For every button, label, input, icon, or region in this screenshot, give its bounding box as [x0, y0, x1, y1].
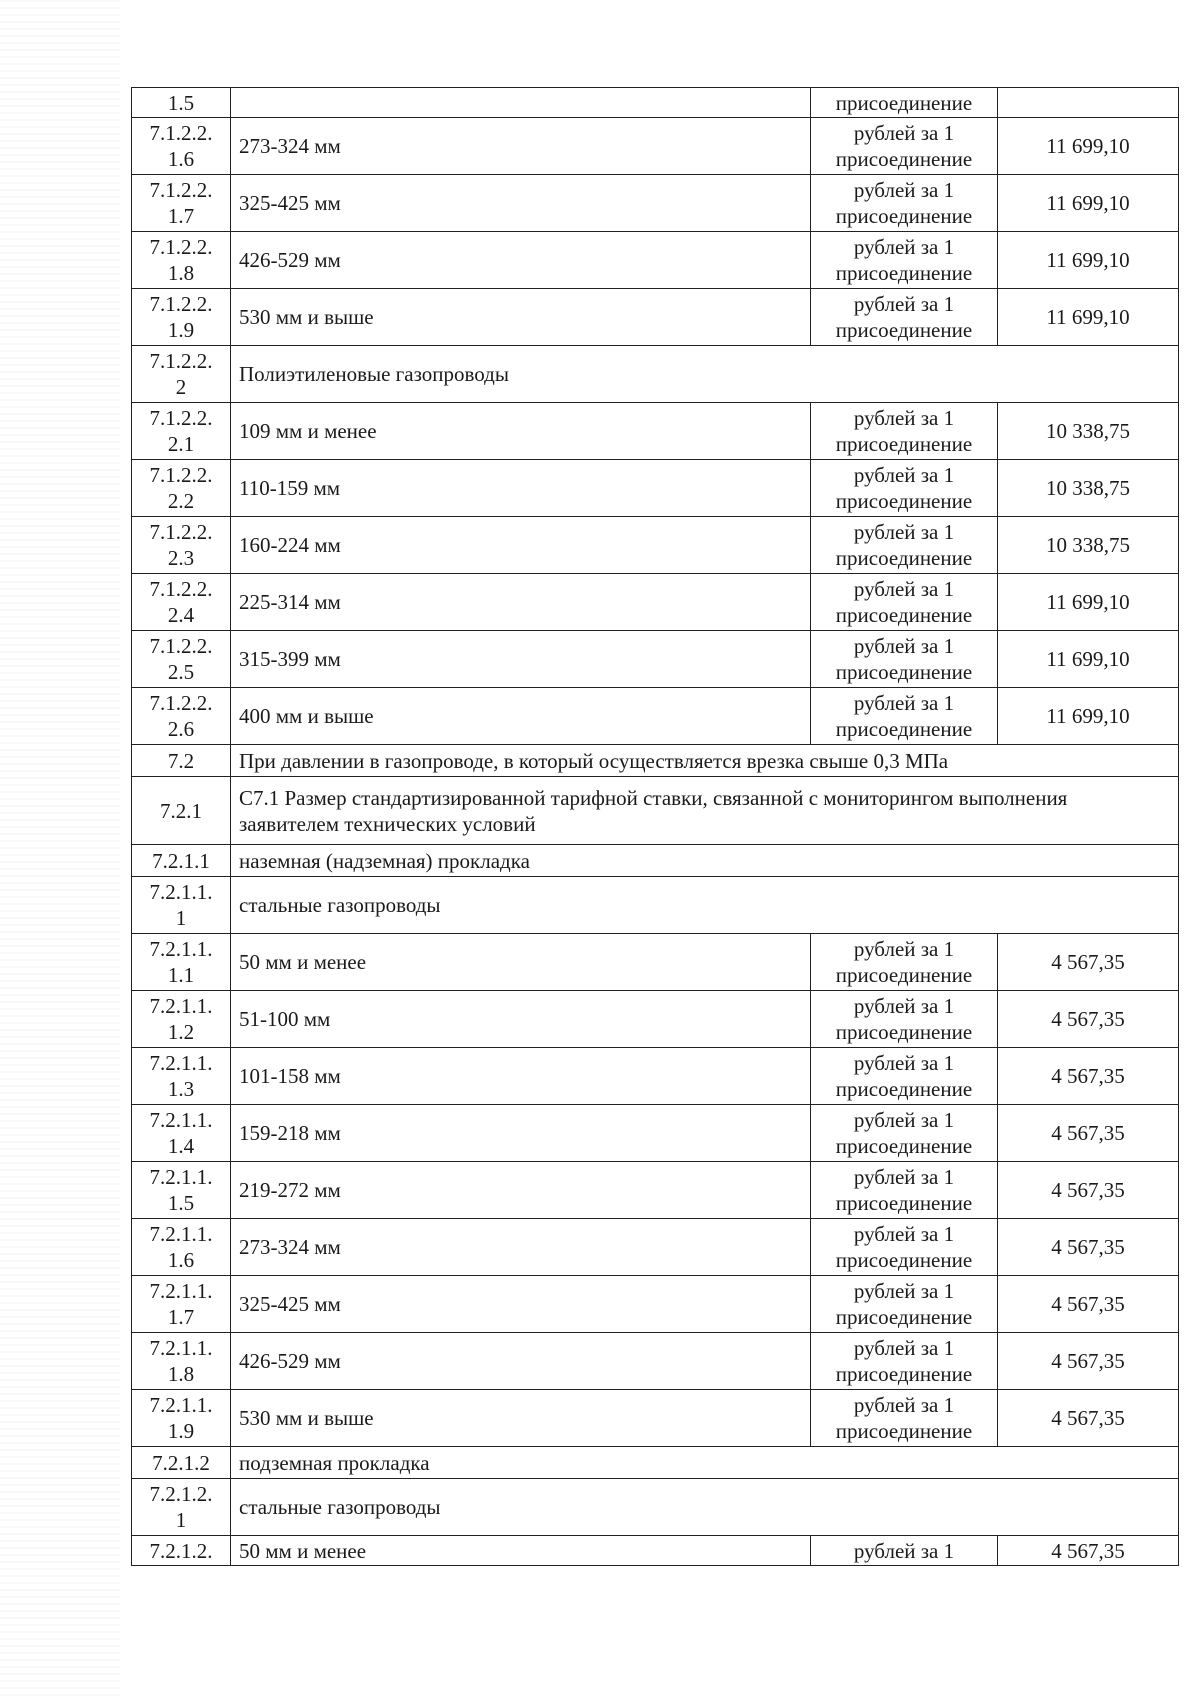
row-unit [811, 289, 998, 346]
row-unit-line1: рублей за 1 [853, 1336, 955, 1360]
row-number-line2: 2.4 [167, 603, 195, 627]
row-unit [811, 1105, 998, 1162]
row-value: 11 699,10 [998, 175, 1179, 232]
row-description: 159-218 мм [231, 1105, 811, 1162]
row-number-line1: 7.1.2.2. [149, 349, 213, 373]
table-row [132, 777, 1179, 845]
row-description [231, 88, 811, 118]
row-value: 4 567,35 [998, 1390, 1179, 1447]
row-number [132, 574, 231, 631]
row-number-line2: 1 [175, 1508, 187, 1532]
row-number-line2: 1.7 [167, 1305, 195, 1329]
row-number [132, 1333, 231, 1390]
table-row [132, 631, 1179, 688]
row-number-line2: 2.3 [167, 546, 195, 570]
row-number-line2: 1.9 [167, 318, 195, 342]
row-number-line1: 7.1.2.2. [149, 691, 213, 715]
row-unit-line1: рублей за 1 [853, 994, 955, 1018]
row-unit-line2: присоединение [835, 1077, 973, 1101]
row-description: 530 мм и выше [231, 1390, 811, 1447]
row-number-line2: 1.5 [167, 1191, 195, 1215]
table-row [132, 1219, 1179, 1276]
row-value: 11 699,10 [998, 631, 1179, 688]
row-value: 11 699,10 [998, 574, 1179, 631]
row-number [132, 1479, 231, 1536]
table-row [132, 460, 1179, 517]
row-unit [811, 403, 998, 460]
row-number [132, 289, 231, 346]
row-number-line2: 1.8 [167, 261, 195, 285]
scan-margin-noise [0, 0, 120, 1697]
row-number [132, 232, 231, 289]
table-row [132, 845, 1179, 877]
row-unit-line2: присоединение [835, 1248, 973, 1272]
row-description: 426-529 мм [231, 1333, 811, 1390]
row-value: 4 567,35 [998, 1276, 1179, 1333]
row-number [132, 1390, 231, 1447]
row-unit [811, 232, 998, 289]
table-row [132, 118, 1179, 175]
row-number-line1: 7.1.2.2. [149, 406, 213, 430]
row-number-line2: 2.5 [167, 660, 195, 684]
row-number-line2: 2.1 [167, 432, 195, 456]
row-number [132, 1276, 231, 1333]
row-unit-line1: рублей за 1 [853, 121, 955, 145]
row-value: 4 567,35 [998, 1219, 1179, 1276]
row-unit-line1: рублей за 1 [853, 1222, 955, 1246]
row-description: 109 мм и менее [231, 403, 811, 460]
row-value: 4 567,35 [998, 1333, 1179, 1390]
table-row [132, 175, 1179, 232]
row-unit-line2: присоединение [835, 1134, 973, 1158]
row-description: 219-272 мм [231, 1162, 811, 1219]
table-row [132, 1536, 1179, 1566]
row-number-line1: 7.2.1.1. [149, 1222, 213, 1246]
row-number-line1: 7.2.1.1. [149, 1165, 213, 1189]
row-unit [811, 574, 998, 631]
row-number [132, 631, 231, 688]
row-number-line1: 7.1.2.2. [149, 121, 213, 145]
row-number-line1: 7.1.2.2. [149, 235, 213, 259]
table-row [132, 1048, 1179, 1105]
row-unit-line1: рублей за 1 [853, 691, 955, 715]
row-unit-line2: присоединение [835, 1020, 973, 1044]
row-number [132, 346, 231, 403]
row-number-line1: 7.1.2.2. [149, 178, 213, 202]
row-unit [811, 1048, 998, 1105]
row-unit-line2: присоединение [835, 261, 973, 285]
row-number-line1: 7.2.1.1. [149, 1108, 213, 1132]
row-number [132, 1219, 231, 1276]
row-unit-line1: рублей за 1 [853, 634, 955, 658]
row-unit-line2: присоединение [835, 204, 973, 228]
row-number-line2: 1.8 [167, 1362, 195, 1386]
row-unit-line1: рублей за 1 [853, 1051, 955, 1075]
row-unit-line2: присоединение [835, 660, 973, 684]
row-number [132, 460, 231, 517]
row-unit-line2: присоединение [835, 603, 973, 627]
row-value: 4 567,35 [998, 934, 1179, 991]
row-description: 325-425 мм [231, 175, 811, 232]
table-row [132, 574, 1179, 631]
row-number-line1: 7.2.1.1. [149, 937, 213, 961]
row-description: 50 мм и менее [231, 1536, 811, 1566]
row-unit-line1: рублей за 1 [853, 406, 955, 430]
row-unit [811, 934, 998, 991]
row-number-line1: 7.2.1.1. [149, 1336, 213, 1360]
row-unit-line2: присоединение [835, 147, 973, 171]
row-number-line2: 1.2 [167, 1020, 195, 1044]
row-number [132, 934, 231, 991]
row-unit-line1: рублей за 1 [853, 937, 955, 961]
section-heading: С7.1 Размер стандартизированной тарифной ставки, связанной с мониторингом выполнения заявителем технических условий [231, 777, 1179, 845]
row-number-line1: 7.2.1.1. [149, 1393, 213, 1417]
tariff-table [131, 87, 1179, 1566]
row-number-line2: 2 [175, 375, 187, 399]
row-number-line2: 2.6 [167, 717, 195, 741]
table-row [132, 745, 1179, 777]
row-description: 225-314 мм [231, 574, 811, 631]
row-unit-line2: присоединение [835, 1419, 973, 1443]
row-number-line1: 7.2.1.1. [149, 1279, 213, 1303]
row-number: 7.2.1.2 [132, 1447, 231, 1479]
row-number-line2: 1 [175, 906, 187, 930]
row-number [132, 991, 231, 1048]
section-heading: подземная прокладка [231, 1447, 1179, 1479]
row-unit [811, 118, 998, 175]
row-description: 426-529 мм [231, 232, 811, 289]
row-number-line1: 7.2.1.2. [149, 1482, 213, 1506]
row-number-line2: 1.9 [167, 1419, 195, 1443]
row-number-line2: 1.6 [167, 147, 195, 171]
row-number [132, 1105, 231, 1162]
row-number-line1: 7.2.1.1. [149, 880, 213, 904]
row-description: 315-399 мм [231, 631, 811, 688]
row-unit-line1: рублей за 1 [853, 463, 955, 487]
row-number-line1: 7.1.2.2. [149, 634, 213, 658]
row-number-line2: 1.1 [167, 963, 195, 987]
row-description: 273-324 мм [231, 1219, 811, 1276]
row-number: 7.2 [132, 745, 231, 777]
row-unit: присоединение [811, 88, 998, 118]
row-number: 7.2.1 [132, 777, 231, 845]
table-row [132, 1390, 1179, 1447]
table-row [132, 934, 1179, 991]
table-row [132, 88, 1179, 118]
section-heading: Полиэтиленовые газопроводы [231, 346, 1179, 403]
row-unit-line1: рублей за 1 [853, 577, 955, 601]
table-row [132, 1479, 1179, 1536]
row-unit-line1: рублей за 1 [853, 292, 955, 316]
row-description: 160-224 мм [231, 517, 811, 574]
row-value: 10 338,75 [998, 460, 1179, 517]
row-number-line1: 7.2.1.1. [149, 1051, 213, 1075]
row-number-line1: 7.1.2.2. [149, 520, 213, 544]
row-value: 4 567,35 [998, 991, 1179, 1048]
row-number-line1: 7.1.2.2. [149, 292, 213, 316]
row-unit-line2: присоединение [835, 963, 973, 987]
row-description: 530 мм и выше [231, 289, 811, 346]
row-description: 273-324 мм [231, 118, 811, 175]
row-unit [811, 688, 998, 745]
row-value: 4 567,35 [998, 1048, 1179, 1105]
table-row [132, 1276, 1179, 1333]
row-number-line1: 7.1.2.2. [149, 577, 213, 601]
section-heading: наземная (надземная) прокладка [231, 845, 1179, 877]
row-value: 11 699,10 [998, 289, 1179, 346]
table-row [132, 346, 1179, 403]
section-heading: стальные газопроводы [231, 877, 1179, 934]
row-value: 4 567,35 [998, 1162, 1179, 1219]
row-unit-line2: присоединение [835, 717, 973, 741]
row-description: 51-100 мм [231, 991, 811, 1048]
row-number-line2: 1.6 [167, 1248, 195, 1272]
row-unit-line2: присоединение [835, 1191, 973, 1215]
row-unit [811, 991, 998, 1048]
row-description: 110-159 мм [231, 460, 811, 517]
row-value [998, 88, 1179, 118]
table-row [132, 232, 1179, 289]
row-value: 10 338,75 [998, 517, 1179, 574]
table-row [132, 1105, 1179, 1162]
row-unit-line1: рублей за 1 [853, 1393, 955, 1417]
row-number [132, 1162, 231, 1219]
row-number [132, 517, 231, 574]
row-unit-line2: присоединение [835, 318, 973, 342]
row-unit-line1: рублей за 1 [853, 1279, 955, 1303]
row-unit-line1: рублей за 1 [853, 1165, 955, 1189]
table-row [132, 1447, 1179, 1479]
row-unit-line2: присоединение [835, 1305, 973, 1329]
section-heading: стальные газопроводы [231, 1479, 1179, 1536]
row-number [132, 877, 231, 934]
table-row [132, 1333, 1179, 1390]
row-unit [811, 1390, 998, 1447]
row-unit [811, 631, 998, 688]
row-value: 4 567,35 [998, 1536, 1179, 1566]
row-number-line2: 2.2 [167, 489, 195, 513]
row-unit: рублей за 1 [811, 1536, 998, 1566]
row-description: 400 мм и выше [231, 688, 811, 745]
row-number: 7.2.1.2. [132, 1536, 231, 1566]
row-value: 10 338,75 [998, 403, 1179, 460]
row-unit-line2: присоединение [835, 489, 973, 513]
row-value: 4 567,35 [998, 1105, 1179, 1162]
row-number [132, 175, 231, 232]
row-number-line2: 1.3 [167, 1077, 195, 1101]
tariff-table-body [132, 88, 1179, 1566]
table-row [132, 517, 1179, 574]
table-row [132, 289, 1179, 346]
row-unit [811, 1162, 998, 1219]
row-unit-line2: присоединение [835, 546, 973, 570]
row-unit [811, 175, 998, 232]
row-description: 325-425 мм [231, 1276, 811, 1333]
row-value: 11 699,10 [998, 688, 1179, 745]
row-number-line1: 7.2.1.1. [149, 994, 213, 1018]
row-unit [811, 517, 998, 574]
row-description: 101-158 мм [231, 1048, 811, 1105]
table-row [132, 991, 1179, 1048]
row-unit-line1: рублей за 1 [853, 1108, 955, 1132]
row-number [132, 403, 231, 460]
row-unit-line2: присоединение [835, 432, 973, 456]
table-row [132, 403, 1179, 460]
row-unit-line1: рублей за 1 [853, 520, 955, 544]
table-row [132, 1162, 1179, 1219]
row-number: 1.5 [132, 88, 231, 118]
row-unit-line2: присоединение [835, 1362, 973, 1386]
row-unit-line1: рублей за 1 [853, 178, 955, 202]
section-heading: При давлении в газопроводе, в который осуществляется врезка свыше 0,3 МПа [231, 745, 1179, 777]
row-unit [811, 1333, 998, 1390]
row-number: 7.2.1.1 [132, 845, 231, 877]
table-row [132, 877, 1179, 934]
row-number [132, 688, 231, 745]
row-value: 11 699,10 [998, 232, 1179, 289]
row-unit [811, 1276, 998, 1333]
row-number-line2: 1.4 [167, 1134, 195, 1158]
row-number [132, 1048, 231, 1105]
table-row [132, 688, 1179, 745]
row-number-line1: 7.1.2.2. [149, 463, 213, 487]
row-unit [811, 1219, 998, 1276]
row-value: 11 699,10 [998, 118, 1179, 175]
row-unit [811, 460, 998, 517]
row-description: 50 мм и менее [231, 934, 811, 991]
row-number-line2: 1.7 [167, 204, 195, 228]
row-unit-line1: рублей за 1 [853, 235, 955, 259]
row-number [132, 118, 231, 175]
